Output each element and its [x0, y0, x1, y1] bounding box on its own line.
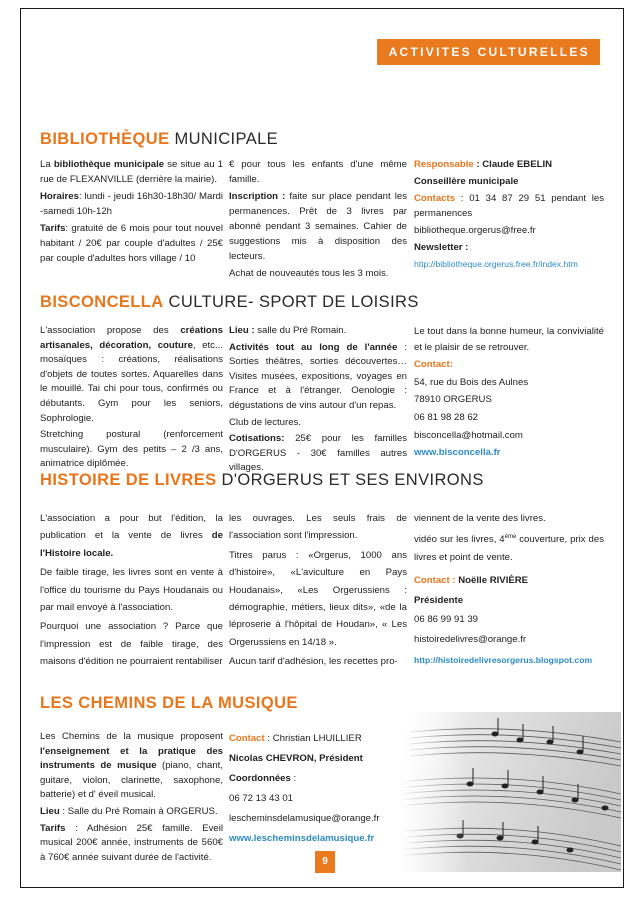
- sheet-music-image: [400, 712, 621, 872]
- histoire-intro: L'association a pour but l'édition, la publication et la vente de livres de l'Histoire locale.: [40, 513, 223, 559]
- histoire-contact: Contact : Noëlle RIVIÈRE: [414, 575, 529, 587]
- bisconcella-cotisations: Cotisations: 25€ pour les familles D'ORGERUS - 30€ familles autres villages.: [229, 433, 407, 474]
- bibliotheque-enfants: € pour tous les enfants d'une même famille.: [229, 159, 407, 185]
- histoire-pourquoi: Pourquoi une association ? Parce que l'impression est de faible tirage, des maisons d'édition ne pourraient rentabiliser: [40, 621, 223, 668]
- histoire-titres: Titres parus : «Orgerus, 1000 ans d'histoire», «L'aviculture en Pays Houdanais», «Les Orgerussiens : démographie, métiers, lieux dits», «de la léproserie à l'hôpital de Houdan», « Les Orgerussiens en 14/18 ».: [229, 549, 407, 648]
- histoire-video: vidéo sur les livres, 4ème couverture, prix des livres et point de vente.: [414, 534, 604, 563]
- bibliotheque-col2: [229, 157, 407, 283]
- histoire-col1: [40, 510, 223, 673]
- chemins-web-link[interactable]: www.lescheminsdelamusique.fr: [229, 833, 375, 844]
- chemins-phone: 06 72 13 43 01: [229, 793, 294, 804]
- bisconcella-address-street: 54, rue du Bois des Aulnes: [414, 376, 529, 388]
- histoire-ouvrages: les ouvrages. Les seuls frais de l'association sont l'impression.: [229, 513, 407, 542]
- chemins-title: [40, 694, 298, 713]
- bisconcella-col2: [229, 324, 407, 478]
- bisconcella-club: Club de lectures.: [229, 416, 301, 428]
- bisconcella-intro: L'association propose des créations artisanales, décoration, couture, etc... mosaïques : créations, réalisations d'objets de toutes sortes. Aquarelles dans le mouillé. Tai chi pour tous, confirmés ou débutants. Gym pour les seniors, Sophrologie.: [40, 325, 223, 424]
- bisconcella-phone: 06 81 98 28 62: [414, 411, 479, 423]
- histoire-vente: viennent de la vente des livres.: [414, 513, 546, 524]
- histoire-email[interactable]: histoiredelivres@orange.fr: [414, 633, 527, 645]
- chemins-lieu: Lieu : Salle du Pré Romain à ORGERUS.: [40, 805, 218, 817]
- bisconcella-stretching: Stretching postural (renforcement musculaire). Gym des petits – 2 /3 ans, animatrice diplômée.: [40, 429, 223, 470]
- bisconcella-activites: Activités tout au long de l'année : Sorties théâtres, sorties découvertes… Visites musées, expositions, voyages en France et à l'étranger. Oenologie : dégustations de vins autour d'un repas.: [229, 341, 407, 411]
- bibliotheque-inscription: Inscription : faite sur place pendant les permanences. Prêt de 3 livres par abonné pendant 3 semaines. Cahier de suggestions mis à disposition des lecteurs.: [229, 191, 407, 262]
- histoire-phone: 06 86 99 91 39: [414, 614, 479, 626]
- bibliotheque-url-link[interactable]: http://bibliotheque.orgerus.free.fr/index.htm: [414, 259, 578, 269]
- bibliotheque-col3: [414, 157, 604, 274]
- bisconcella-address-city: 78910 ORGERUS: [414, 394, 492, 406]
- bibliotheque-achat: Achat de nouveautés tous les 3 mois.: [229, 268, 389, 279]
- bisconcella-contact-label: Contact:: [414, 359, 453, 371]
- bibliotheque-title-highlight: BIBLIOTHÈQUE: [40, 130, 170, 148]
- bibliotheque-title-rest: MUNICIPALE: [169, 130, 279, 148]
- bisconcella-email[interactable]: bisconcella@hotmail.com: [414, 429, 523, 441]
- histoire-col3: [414, 510, 604, 671]
- bisconcella-col1: [40, 324, 223, 474]
- histoire-tirage: De faible tirage, les livres sont en vente à l'office du tourisme du Pays Houdanais ou par mail envoyé à l'association.: [40, 567, 223, 614]
- bisconcella-title-rest: CULTURE- SPORT DE LOISIRS: [163, 293, 419, 311]
- bibliotheque-intro: La bibliothèque municipale se situe au 1 rue de FLEXANVILLE (derrière la mairie).: [40, 159, 223, 185]
- bibliotheque-responsable: Responsable : Claude EBELIN: [414, 159, 553, 170]
- histoire-tarif: Aucun tarif d'adhésion, les recettes pro-: [229, 656, 398, 668]
- section-banner: ACTIVITES CULTURELLES: [377, 39, 600, 65]
- chemins-coordonnees: Coordonnées :: [229, 773, 297, 784]
- bibliotheque-tarifs: Tarifs: gratuité de 6 mois pour tout nouvel habitant / 20€ par couple d'adultes / 25€ par couple d'adultes hors village / 10: [40, 223, 223, 264]
- chemins-email[interactable]: lescheminsdelamusique@orange.fr: [229, 813, 380, 824]
- bisconcella-web-link[interactable]: www.bisconcella.fr: [414, 447, 501, 459]
- chemins-tarifs: Tarifs : Adhésion 25€ famille. Eveil musical 200€ année, instruments de 560€ à 760€ année suivant durée de l'activité.: [40, 822, 223, 863]
- bisconcella-lieu: Lieu : salle du Pré Romain.: [229, 325, 347, 336]
- bibliotheque-role: Conseillère municipale: [414, 176, 519, 187]
- histoire-title-highlight: HISTOIRE DE LIVRES: [40, 471, 217, 489]
- chemins-col2: [229, 730, 404, 850]
- bibliotheque-email[interactable]: bibliotheque.orgerus@free.fr: [414, 225, 536, 236]
- chemins-contact: Contact : Christian LHUILLIER: [229, 733, 362, 744]
- bibliotheque-contacts: Contacts : 01 34 87 29 51 pendant les permanences: [414, 193, 604, 219]
- histoire-col2: [229, 510, 407, 673]
- chemins-title-text: LES CHEMINS DE LA MUSIQUE: [40, 694, 298, 712]
- bisconcella-humeur: Le tout dans la bonne humeur, la convivialité et le plaisir de se retrouver.: [414, 326, 604, 353]
- bibliotheque-newsletter-label: Newsletter :: [414, 242, 469, 253]
- bibliotheque-horaires: Horaires: lundi - jeudi 16h30-18h30/ Mardi -samedi 10h-12h: [40, 191, 223, 217]
- chemins-col1: [40, 730, 223, 867]
- bisconcella-title-highlight: BISCONCELLA: [40, 293, 164, 311]
- bibliotheque-title: [40, 130, 278, 149]
- page-number: 9: [315, 851, 335, 873]
- bisconcella-col3: [414, 324, 604, 463]
- histoire-url-link[interactable]: http://histoiredelivresorgerus.blogspot.com: [414, 655, 593, 666]
- histoire-title-rest: D'ORGERUS ET SES ENVIRONS: [216, 471, 484, 489]
- bibliotheque-col1: [40, 157, 223, 268]
- bisconcella-title: [40, 293, 419, 312]
- histoire-role: Présidente: [414, 594, 464, 606]
- chemins-president: Nicolas CHEVRON, Président: [229, 753, 363, 764]
- chemins-intro: Les Chemins de la musique proposent l'enseignement et la pratique des instruments de musique (piano, chant, guitare, violon, clarinette, saxophone, batterie) et d' éveil musical.: [40, 731, 223, 801]
- histoire-title: [40, 471, 484, 490]
